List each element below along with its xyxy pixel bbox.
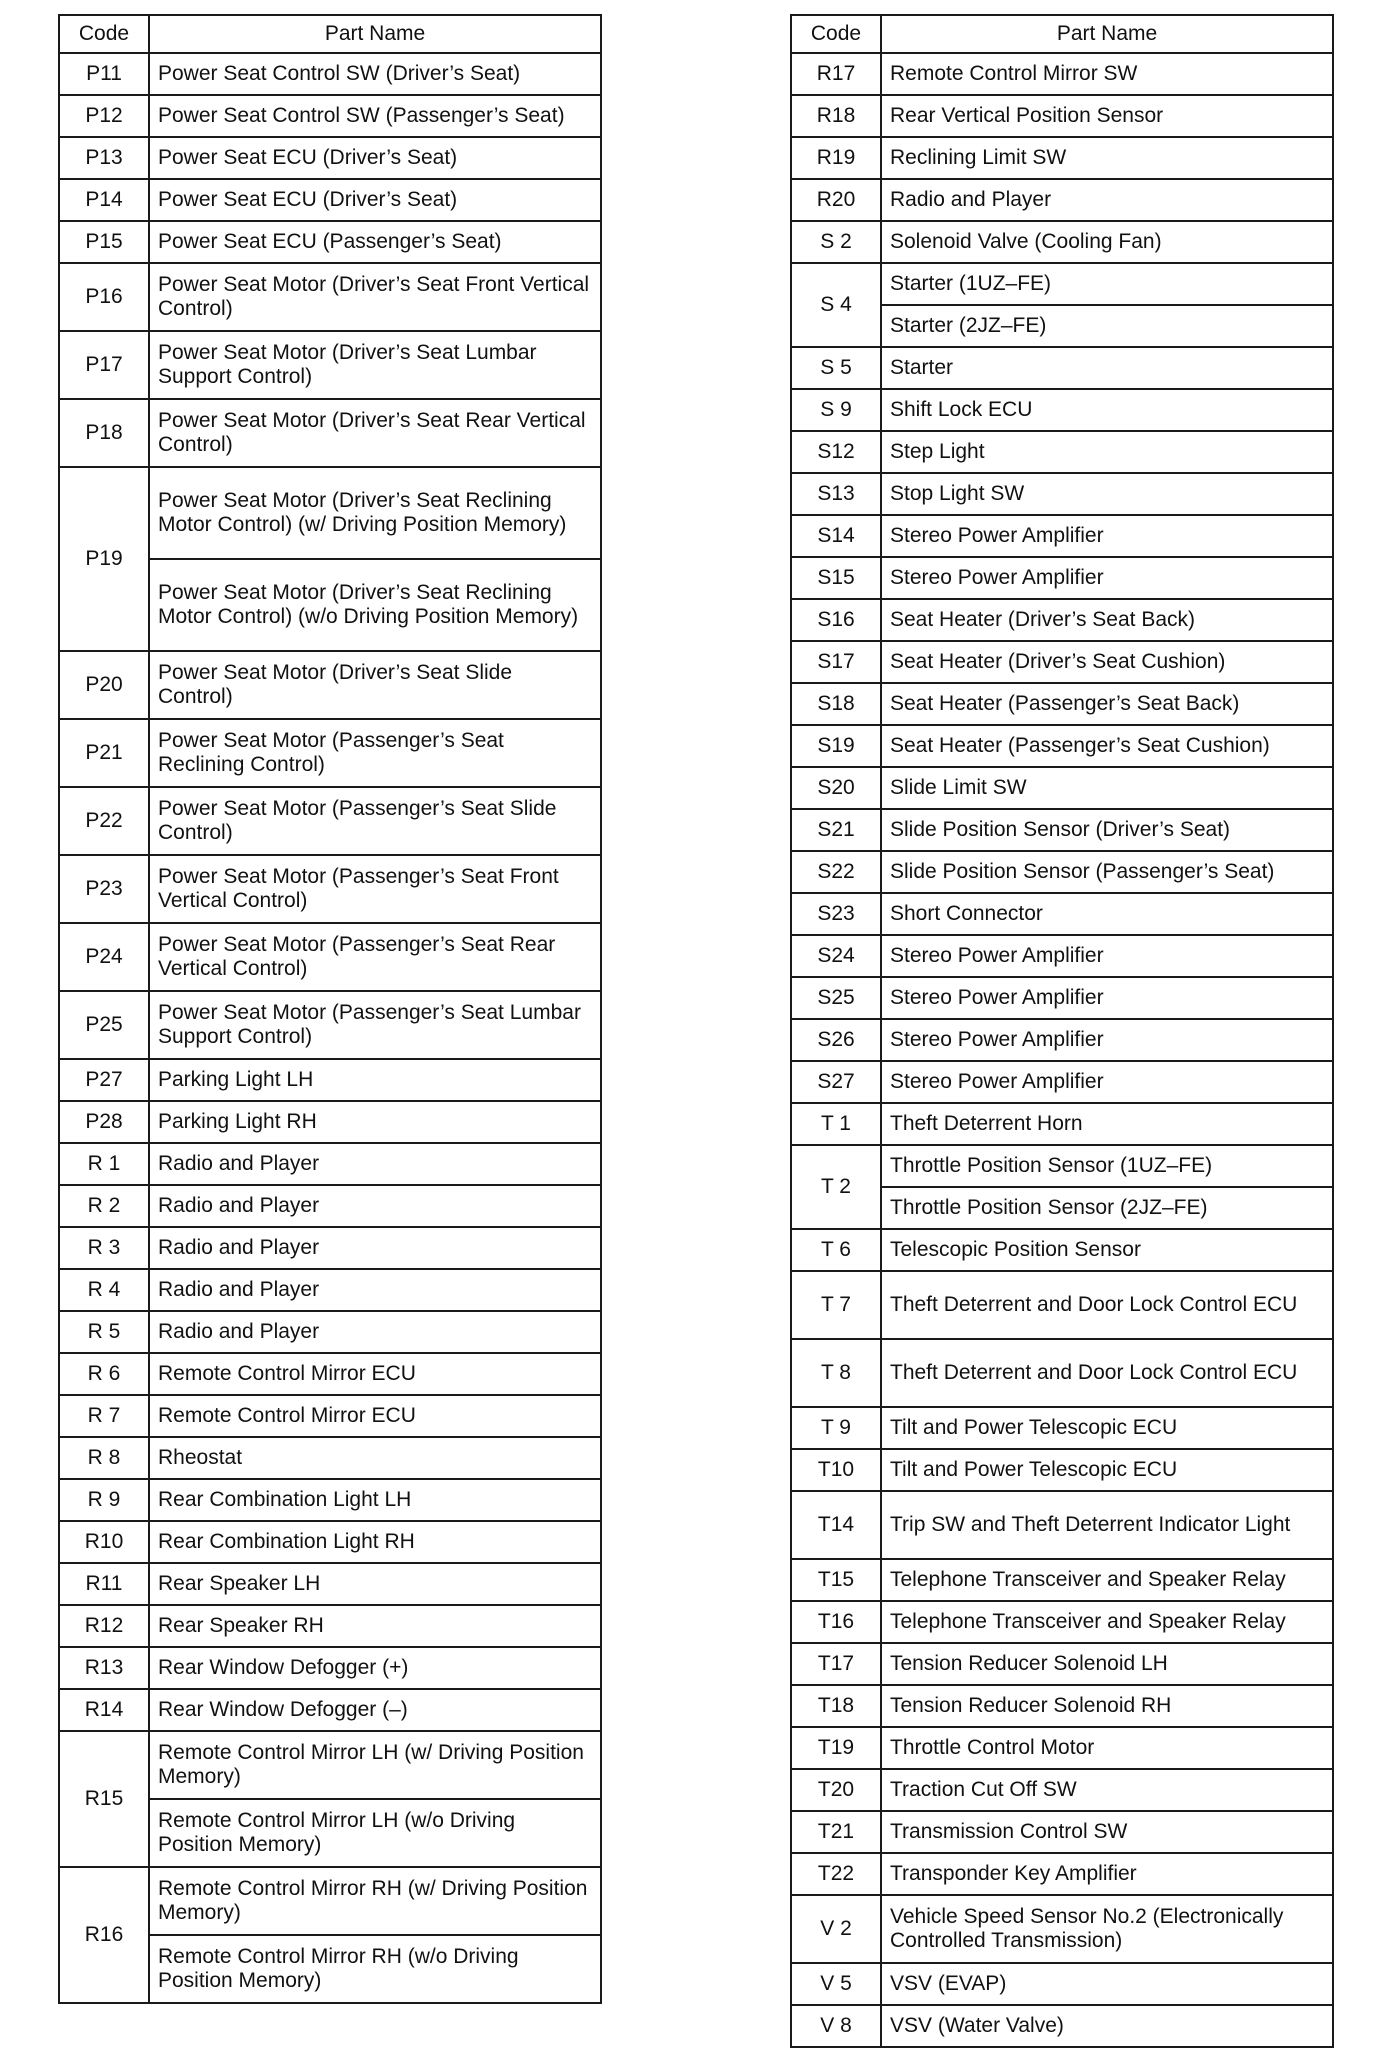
part-name-cell: Throttle Position Sensor (2JZ–FE) [881,1187,1333,1229]
table-row [59,991,601,1059]
code-cell: S 2 [791,221,881,263]
part-name-cell: Tension Reducer Solenoid LH [881,1643,1333,1685]
table-row [59,53,601,95]
part-name-cell: Stop Light SW [881,473,1333,515]
table-row [791,1727,1333,1769]
code-cell: R 8 [59,1437,149,1479]
code-cell: T 6 [791,1229,881,1271]
part-name-cell: Remote Control Mirror ECU [149,1353,601,1395]
table-row [791,137,1333,179]
code-cell: P19 [59,467,149,651]
table-row [59,1353,601,1395]
part-name-cell: Tension Reducer Solenoid RH [881,1685,1333,1727]
table-row [791,1853,1333,1895]
table-row [791,1229,1333,1271]
code-cell: R10 [59,1521,149,1563]
table-row [791,389,1333,431]
table-row [59,331,601,399]
part-name-cell: Stereo Power Amplifier [881,557,1333,599]
table-row [791,263,1333,305]
code-cell: T19 [791,1727,881,1769]
part-name-cell: Transponder Key Amplifier [881,1853,1333,1895]
table-row [791,725,1333,767]
table-row [59,1605,601,1647]
part-name-cell: Power Seat ECU (Passenger’s Seat) [149,221,601,263]
part-name-cell: Transmission Control SW [881,1811,1333,1853]
table-row [59,1563,601,1605]
part-name-header: Part Name [881,15,1333,53]
code-cell: S 9 [791,389,881,431]
part-name-cell: Power Seat Motor (Driver’s Seat Slide Control) [149,651,601,719]
code-cell: T 2 [791,1145,881,1229]
code-cell: S 4 [791,263,881,347]
part-name-cell: Seat Heater (Passenger’s Seat Back) [881,683,1333,725]
part-name-cell: Radio and Player [149,1269,601,1311]
code-cell: S20 [791,767,881,809]
table-row [791,1061,1333,1103]
code-cell: T 8 [791,1339,881,1407]
code-header: Code [791,15,881,53]
part-name-header: Part Name [149,15,601,53]
part-name-cell: Radio and Player [149,1227,601,1269]
table-row [791,1145,1333,1187]
table-row [791,1963,1333,2005]
table-row [791,179,1333,221]
code-cell: R14 [59,1689,149,1731]
part-name-cell: Power Seat Motor (Driver’s Seat Lumbar Support Control) [149,331,601,399]
table-row [791,557,1333,599]
part-name-cell: Stereo Power Amplifier [881,515,1333,557]
code-cell: P13 [59,137,149,179]
code-cell: T14 [791,1491,881,1559]
code-cell: P17 [59,331,149,399]
part-name-cell: Theft Deterrent and Door Lock Control ECU [881,1339,1333,1407]
table-row [791,431,1333,473]
code-cell: S21 [791,809,881,851]
code-cell: P23 [59,855,149,923]
code-cell: T22 [791,1853,881,1895]
part-name-cell: Seat Heater (Passenger’s Seat Cushion) [881,725,1333,767]
table-row [59,399,601,467]
table-row [59,855,601,923]
table-row [791,809,1333,851]
code-cell: R11 [59,1563,149,1605]
code-cell: R 6 [59,1353,149,1395]
table-row [791,1019,1333,1061]
code-cell: T 7 [791,1271,881,1339]
code-cell: R13 [59,1647,149,1689]
code-cell: S23 [791,893,881,935]
part-name-cell: Seat Heater (Driver’s Seat Back) [881,599,1333,641]
part-name-cell: Power Seat Motor (Passenger’s Seat Slide Control) [149,787,601,855]
table-row [59,1311,601,1353]
part-name-cell: Remote Control Mirror LH (w/ Driving Position Memory) [149,1731,601,1799]
part-name-cell: Telephone Transceiver and Speaker Relay [881,1559,1333,1601]
header-row [59,15,601,53]
table-row [59,221,601,263]
table-row [791,1895,1333,1963]
part-name-cell: Radio and Player [149,1185,601,1227]
table-row [791,1339,1333,1407]
table-row [791,1811,1333,1853]
part-name-cell: Shift Lock ECU [881,389,1333,431]
table-row [59,1185,601,1227]
code-cell: P18 [59,399,149,467]
code-cell: V 8 [791,2005,881,2047]
part-name-cell: Stereo Power Amplifier [881,977,1333,1019]
parts-table-right-body [791,53,1333,2047]
part-name-cell: Starter [881,347,1333,389]
part-name-cell: Step Light [881,431,1333,473]
code-cell: R 3 [59,1227,149,1269]
code-cell: R 7 [59,1395,149,1437]
part-name-cell: Radio and Player [149,1311,601,1353]
table-row [791,1449,1333,1491]
table-row [59,1227,601,1269]
table-row [791,1769,1333,1811]
part-name-cell: Power Seat Motor (Passenger’s Seat Rear Vertical Control) [149,923,601,991]
part-name-cell: Tilt and Power Telescopic ECU [881,1407,1333,1449]
table-row [59,263,601,331]
part-name-cell: Power Seat Motor (Driver’s Seat Front Vertical Control) [149,263,601,331]
part-name-cell: Remote Control Mirror RH (w/o Driving Position Memory) [149,1935,601,2003]
table-row [791,221,1333,263]
table-row [791,53,1333,95]
code-cell: S17 [791,641,881,683]
code-cell: P11 [59,53,149,95]
part-name-cell: Throttle Control Motor [881,1727,1333,1769]
code-cell: S19 [791,725,881,767]
part-name-cell: Starter (1UZ–FE) [881,263,1333,305]
table-row [59,1521,601,1563]
parts-table-left-body [59,53,601,2003]
part-name-cell: Power Seat Motor (Passenger’s Seat Reclining Control) [149,719,601,787]
table-row [59,719,601,787]
code-cell: S13 [791,473,881,515]
code-cell: T15 [791,1559,881,1601]
part-name-cell: Telephone Transceiver and Speaker Relay [881,1601,1333,1643]
part-name-cell: Stereo Power Amplifier [881,1019,1333,1061]
code-cell: S16 [791,599,881,641]
table-row [59,467,601,559]
table-row [59,1647,601,1689]
code-cell: S27 [791,1061,881,1103]
part-name-cell: Remote Control Mirror LH (w/o Driving Position Memory) [149,1799,601,1867]
table-row [791,851,1333,893]
part-name-cell: Rear Speaker LH [149,1563,601,1605]
code-cell: R12 [59,1605,149,1647]
code-cell: S22 [791,851,881,893]
part-name-cell: Starter (2JZ–FE) [881,305,1333,347]
code-cell: P27 [59,1059,149,1101]
code-header: Code [59,15,149,53]
table-row [791,641,1333,683]
code-cell: S26 [791,1019,881,1061]
part-name-cell: Power Seat ECU (Driver’s Seat) [149,137,601,179]
part-name-cell: Short Connector [881,893,1333,935]
table-row [791,515,1333,557]
part-name-cell: Stereo Power Amplifier [881,935,1333,977]
code-cell: S25 [791,977,881,1019]
code-cell: P25 [59,991,149,1059]
table-row [59,1101,601,1143]
part-name-cell: Traction Cut Off SW [881,1769,1333,1811]
header-row [791,15,1333,53]
part-name-cell: Rear Window Defogger (–) [149,1689,601,1731]
part-name-cell: Throttle Position Sensor (1UZ–FE) [881,1145,1333,1187]
part-name-cell: Power Seat Control SW (Driver’s Seat) [149,53,601,95]
code-cell: R 2 [59,1185,149,1227]
code-cell: P21 [59,719,149,787]
code-cell: T20 [791,1769,881,1811]
table-row [791,473,1333,515]
part-name-cell: Remote Control Mirror ECU [149,1395,601,1437]
code-cell: S 5 [791,347,881,389]
code-cell: S14 [791,515,881,557]
part-name-cell: Tilt and Power Telescopic ECU [881,1449,1333,1491]
code-cell: R19 [791,137,881,179]
part-name-cell: Power Seat Motor (Driver’s Seat Reclining Motor Control) (w/o Driving Position Memory) [149,559,601,651]
code-cell: P20 [59,651,149,719]
part-name-cell: Slide Position Sensor (Driver’s Seat) [881,809,1333,851]
table-row [59,1143,601,1185]
table-row [791,1271,1333,1339]
part-name-cell: Rear Window Defogger (+) [149,1647,601,1689]
code-cell: P15 [59,221,149,263]
code-cell: S24 [791,935,881,977]
code-cell: T10 [791,1449,881,1491]
code-cell: P14 [59,179,149,221]
part-name-cell: Seat Heater (Driver’s Seat Cushion) [881,641,1333,683]
code-cell: P28 [59,1101,149,1143]
part-name-cell: Power Seat Motor (Driver’s Seat Reclining Motor Control) (w/ Driving Position Memory) [149,467,601,559]
part-name-cell: Theft Deterrent Horn [881,1103,1333,1145]
parts-table-right [790,14,1334,2048]
part-name-cell: Remote Control Mirror RH (w/ Driving Position Memory) [149,1867,601,1935]
code-cell: S18 [791,683,881,725]
part-name-cell: Power Seat Control SW (Passenger’s Seat) [149,95,601,137]
part-name-cell: VSV (EVAP) [881,1963,1333,2005]
part-name-cell: Rear Combination Light RH [149,1521,601,1563]
part-name-cell: Trip SW and Theft Deterrent Indicator Light [881,1491,1333,1559]
table-row [791,893,1333,935]
part-name-cell: Power Seat Motor (Passenger’s Seat Front Vertical Control) [149,855,601,923]
part-name-cell: Rear Speaker RH [149,1605,601,1647]
part-name-cell: Radio and Player [881,179,1333,221]
part-name-cell: Stereo Power Amplifier [881,1061,1333,1103]
table-row [791,1559,1333,1601]
code-cell: V 2 [791,1895,881,1963]
code-cell: T21 [791,1811,881,1853]
code-cell: R16 [59,1867,149,2003]
code-cell: R 4 [59,1269,149,1311]
part-name-cell: Slide Position Sensor (Passenger’s Seat) [881,851,1333,893]
table-row [791,1407,1333,1449]
table-row [791,2005,1333,2047]
code-cell: P24 [59,923,149,991]
code-cell: R20 [791,179,881,221]
table-row [791,935,1333,977]
code-cell: T17 [791,1643,881,1685]
part-name-cell: Telescopic Position Sensor [881,1229,1333,1271]
part-name-cell: Vehicle Speed Sensor No.2 (Electronically Controlled Transmission) [881,1895,1333,1963]
table-row [59,1395,601,1437]
table-row [59,1059,601,1101]
part-name-cell: Radio and Player [149,1143,601,1185]
code-cell: P12 [59,95,149,137]
table-row [59,1867,601,1935]
table-row [59,1731,601,1799]
code-cell: R18 [791,95,881,137]
table-row [59,1437,601,1479]
table-row [59,95,601,137]
code-cell: T 9 [791,1407,881,1449]
part-name-cell: Parking Light RH [149,1101,601,1143]
part-name-cell: Remote Control Mirror SW [881,53,1333,95]
code-cell: T16 [791,1601,881,1643]
table-row [791,347,1333,389]
part-name-cell: Rear Vertical Position Sensor [881,95,1333,137]
part-name-cell: Solenoid Valve (Cooling Fan) [881,221,1333,263]
code-cell: R 5 [59,1311,149,1353]
table-row [791,977,1333,1019]
part-name-cell: Reclining Limit SW [881,137,1333,179]
part-name-cell: Rear Combination Light LH [149,1479,601,1521]
table-row [59,923,601,991]
code-cell: R 9 [59,1479,149,1521]
table-row [59,1479,601,1521]
part-name-cell: Rheostat [149,1437,601,1479]
table-row [791,1685,1333,1727]
table-row [791,95,1333,137]
table-row [791,1601,1333,1643]
table-row [59,651,601,719]
table-row [791,767,1333,809]
table-row [791,1103,1333,1145]
table-row [791,683,1333,725]
table-row [59,1689,601,1731]
part-name-cell: Power Seat ECU (Driver’s Seat) [149,179,601,221]
part-name-cell: Slide Limit SW [881,767,1333,809]
code-cell: R17 [791,53,881,95]
part-name-cell: Theft Deterrent and Door Lock Control ECU [881,1271,1333,1339]
code-cell: R 1 [59,1143,149,1185]
table-row [791,1643,1333,1685]
table-row [791,1491,1333,1559]
code-cell: T 1 [791,1103,881,1145]
code-cell: P16 [59,263,149,331]
table-row [59,137,601,179]
table-row [59,787,601,855]
table-row [59,1269,601,1311]
part-name-cell: Power Seat Motor (Passenger’s Seat Lumbar Support Control) [149,991,601,1059]
part-name-cell: Parking Light LH [149,1059,601,1101]
code-cell: R15 [59,1731,149,1867]
table-row [791,599,1333,641]
code-cell: V 5 [791,1963,881,2005]
code-cell: P22 [59,787,149,855]
part-name-cell: Power Seat Motor (Driver’s Seat Rear Vertical Control) [149,399,601,467]
parts-table-left [58,14,602,2004]
code-cell: S15 [791,557,881,599]
code-cell: T18 [791,1685,881,1727]
table-row [59,179,601,221]
part-name-cell: VSV (Water Valve) [881,2005,1333,2047]
code-cell: S12 [791,431,881,473]
